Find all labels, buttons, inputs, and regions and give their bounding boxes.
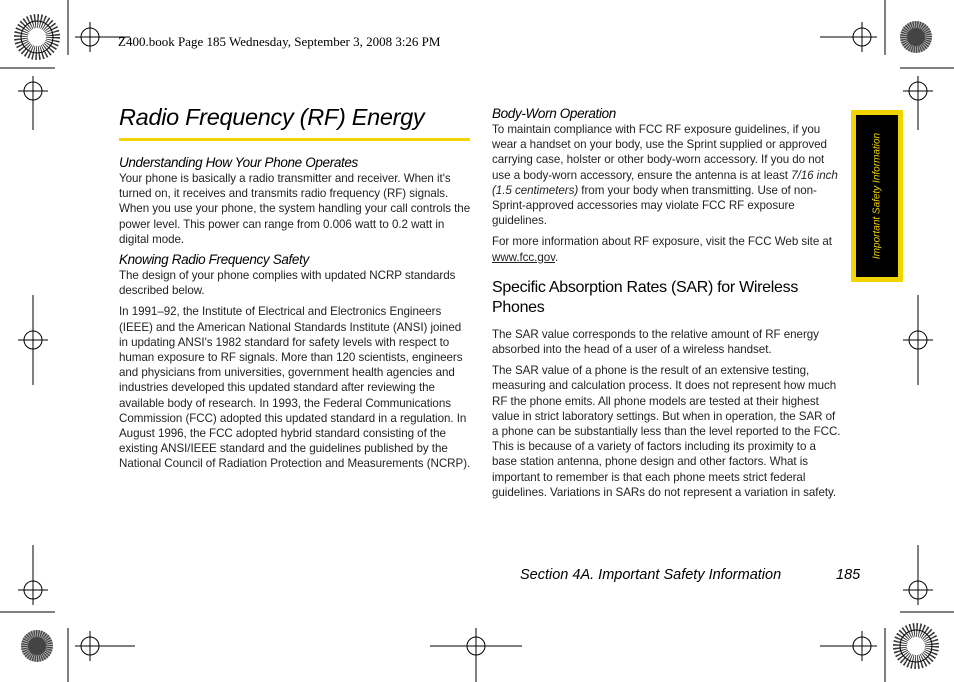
section-body-phone-operates: Your phone is basically a radio transmitter and receiver. When it's turned on, it receives and transmits radio frequency (RF) signals. When you use your phone, the system handling your call controls the power level. This power can range from 0.006 watt to 0.2 watt in digital mode. bbox=[119, 172, 471, 246]
title-underline bbox=[119, 138, 470, 141]
side-tab-background bbox=[856, 115, 898, 277]
fcc-info-paragraph bbox=[492, 234, 844, 264]
sar-body-1: The SAR value corresponds to the relative amount of RF energy absorbed into the head of a user of a wireless handset. bbox=[492, 327, 819, 357]
section-heading-body-worn: Body-Worn Operation bbox=[492, 106, 616, 121]
body-worn-text-end: from your body when transmitting. Use of non-Sprint-approved accessories may violate FCC RF exposure guidelines. bbox=[492, 183, 817, 228]
page-title: Radio Frequency (RF) Energy bbox=[119, 104, 425, 130]
left-column bbox=[119, 155, 471, 472]
sar-heading: Specific Absorption Rates (SAR) for Wireless Phones bbox=[492, 278, 799, 316]
side-tab-label: Important Safety Information bbox=[871, 132, 883, 260]
body-worn-distance: 7/16 inch (1.5 centimeters) bbox=[492, 168, 838, 197]
footer-section-label: Section 4A. Important Safety Information bbox=[520, 567, 782, 583]
body-worn-text-start: To maintain compliance with FCC RF exposure guidelines, if you wear a handset on your body, use the Sprint supplied or approved carrying case, holster or other body-worn accessory. If you do not use a body-worn accessory, ensure the antenna is at least bbox=[492, 123, 827, 182]
right-column bbox=[492, 106, 844, 500]
section-body-rf-safety-2: In 1991–92, the Institute of Electrical and Electronics Engineers (IEEE) and the American National Standards Institute (ANSI) joined in updating ANSI's 1982 standard for safety levels with respect to human exposure to RF signals. More than 120 scientists, engineers and physicians from universities, government health agencies and industries developed this updated standard after reviewing the available body of research. In 1993, the Federal Communications Commission (FCC) adopted this updated standard in a regulation. In August 1996, the FCC adopted hybrid standard consisting of the existing ANSI/IEEE standard and the guidelines published by the National Council of Radiation Protection and Measurements (NCRP). bbox=[119, 305, 471, 471]
section-heading-phone-operates: Understanding How Your Phone Operates bbox=[119, 155, 358, 170]
sar-body-2: The SAR value of a phone is the result of an extensive testing, measuring and calculation process. It does not represent how much RF the phone emits. All phone models are tested at their highest value in strict laboratory settings. But when in operation, the SAR of a phone can be substantially less than the level reported to the FCC. This is because of a variety of factors including its proximity to a base station antenna, phone design and other factors. What is important to remember is that each phone meets strict federal guidelines. Variations in SARs do not represent a variation in safety. bbox=[492, 364, 841, 499]
fcc-info-period: . bbox=[555, 250, 559, 264]
page-number: 185 bbox=[836, 567, 861, 583]
section-body-body-worn bbox=[492, 122, 844, 228]
fcc-info-text: For more information about RF exposure, visit the FCC Web site at bbox=[492, 235, 832, 249]
section-body-rf-safety-1: The design of your phone complies with updated NCRP standards described below. bbox=[119, 269, 456, 298]
print-header: Z400.book Page 185 Wednesday, September 3, 2008 3:26 PM bbox=[118, 34, 441, 49]
side-tab bbox=[851, 110, 903, 282]
section-heading-rf-safety: Knowing Radio Frequency Safety bbox=[119, 252, 309, 268]
fcc-link[interactable]: www.fcc.gov bbox=[492, 250, 556, 264]
